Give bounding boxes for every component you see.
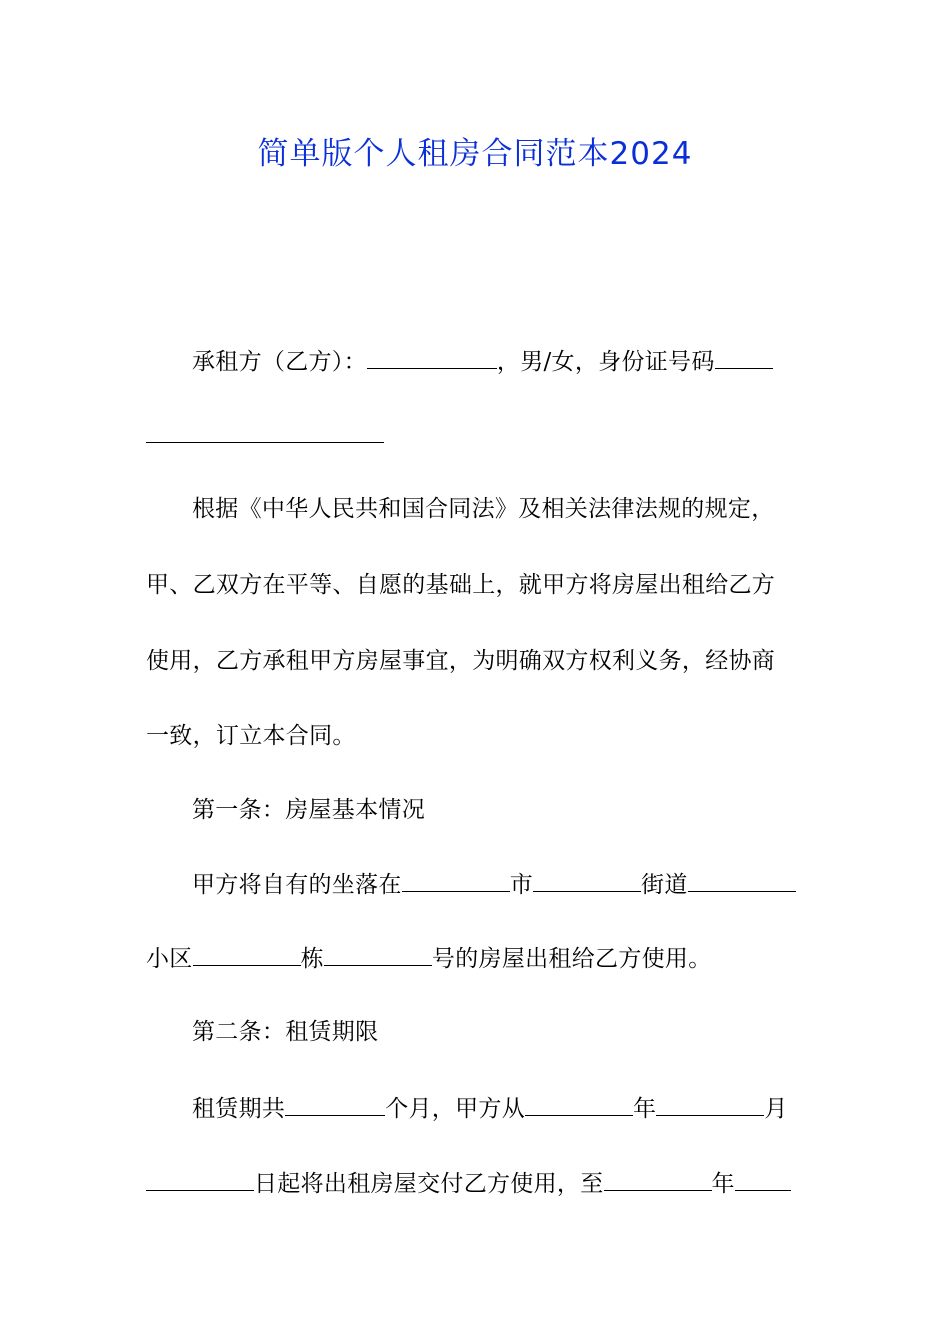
end-year-label: 年 bbox=[711, 1171, 735, 1197]
tenant-label: 承租方（乙方）： bbox=[192, 349, 367, 375]
building-label: 栋 bbox=[300, 946, 324, 972]
months-label: 个月，甲方从 bbox=[385, 1096, 526, 1122]
year-label: 年 bbox=[633, 1096, 657, 1122]
article1-heading: 第一条：房屋基本情况 bbox=[192, 797, 425, 823]
id-number-blank bbox=[715, 346, 773, 369]
intro-line-1: 根据《中华人民共和国合同法》及相关法律法规的规定， bbox=[192, 496, 775, 522]
article1-line-2 bbox=[146, 943, 810, 974]
gender-id-label: ，男/女，身份证号码 bbox=[496, 349, 715, 375]
delivery-label: 日起将出租房屋交付乙方使用，至 bbox=[254, 1171, 604, 1197]
intro-line-4: 一致，订立本合同。 bbox=[146, 723, 356, 749]
start-year-blank bbox=[525, 1093, 633, 1116]
tenant-line-continued bbox=[146, 420, 810, 451]
street-blank bbox=[533, 869, 641, 892]
document-title: 简单版个人租房合同范本2024 bbox=[257, 136, 693, 172]
article2-heading: 第二条：租赁期限 bbox=[192, 1019, 379, 1045]
start-day-blank bbox=[146, 1168, 254, 1191]
community-label: 小区 bbox=[146, 946, 193, 972]
article2-line-1 bbox=[192, 1093, 810, 1124]
tenant-name-blank bbox=[367, 346, 497, 369]
intro-line-3: 使用，乙方承租甲方房屋事宜，为明确双方权利义务，经协商 bbox=[146, 648, 776, 674]
article2-line-2 bbox=[146, 1168, 810, 1199]
city-blank bbox=[402, 869, 510, 892]
tenant-line bbox=[192, 346, 810, 377]
end-year-blank bbox=[604, 1168, 712, 1191]
street-label: 街道 bbox=[641, 872, 688, 898]
start-month-blank bbox=[656, 1093, 764, 1116]
months-blank bbox=[285, 1093, 385, 1116]
street-name-blank bbox=[688, 869, 796, 892]
building-blank bbox=[193, 943, 301, 966]
unit-number-blank bbox=[324, 943, 432, 966]
city-label: 市 bbox=[509, 872, 534, 898]
unit-label: 号的房屋出租给乙方使用。 bbox=[431, 946, 712, 972]
id-number-blank-continued bbox=[146, 420, 384, 443]
term-label: 租赁期共 bbox=[192, 1096, 286, 1122]
intro-line-2: 甲、乙双方在平等、自愿的基础上，就甲方将房屋出租给乙方 bbox=[146, 572, 776, 598]
month-label: 月 bbox=[764, 1096, 788, 1122]
article1-line-1 bbox=[192, 869, 810, 900]
location-label: 甲方将自有的坐落在 bbox=[192, 872, 402, 898]
end-month-blank bbox=[735, 1168, 791, 1191]
